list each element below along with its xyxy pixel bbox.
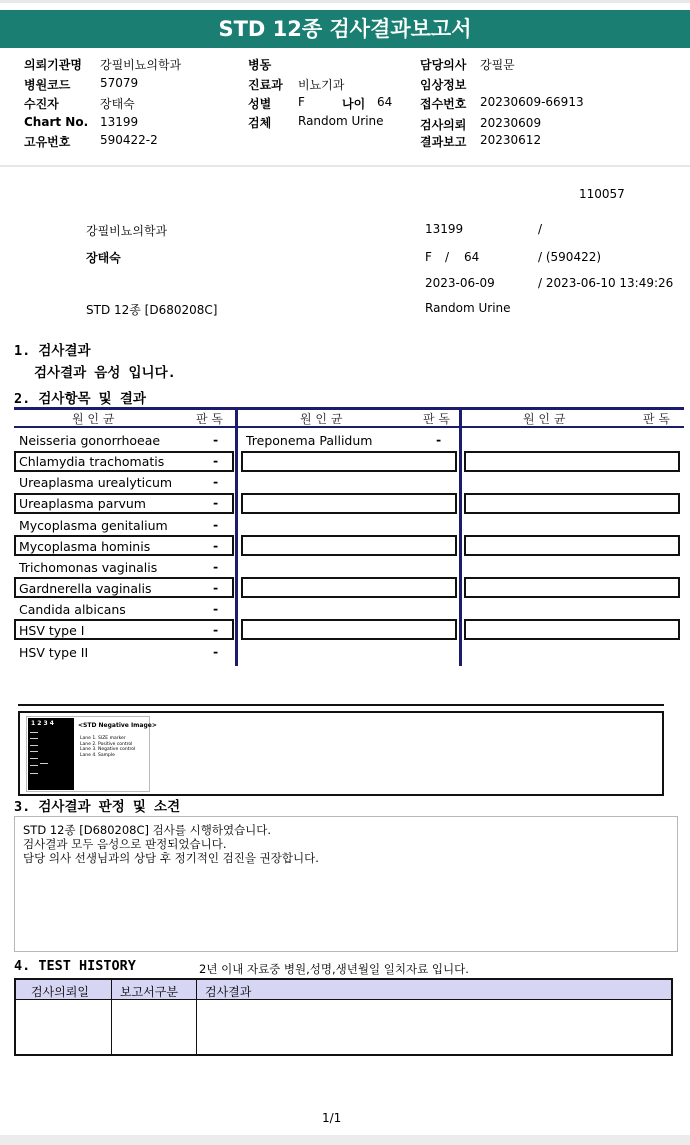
gel-band [30,765,38,766]
header-separator [0,165,690,167]
chart-no-value: 13199 [100,115,139,129]
summary-institution: 강필비뇨의학과 [86,224,168,238]
section-2-heading: 2. 검사항목 및 결과 [14,391,146,407]
age-label: 나이 [342,97,366,111]
summary-date-2: / 2023-06-10 13:49:26 [538,276,674,290]
summary-chart: 13199 [425,222,464,236]
institution-label: 의뢰기관명 [24,58,82,72]
findings-box [14,816,678,952]
col-result-3: 판 독 [643,412,670,426]
results-header-rule [14,426,684,428]
gel-band [30,732,38,733]
history-col-result: 검사결과 [205,985,252,999]
col-organism-3: 원 인 균 [523,412,566,426]
unique-no-label: 고유번호 [24,135,71,149]
organism-result: - [213,495,219,510]
finding-line: 검사결과 모두 음성으로 판정되었습니다. [23,837,227,851]
summary-specimen: Random Urine [425,301,511,315]
request-date-label: 검사의뢰 [420,118,467,132]
organism-name: Mycoplasma genitalium [19,518,168,533]
finding-line: 담당 의사 선생님과의 상담 후 정기적인 검진을 권장합니다. [23,851,319,865]
dept-label: 진료과 [248,78,283,92]
gel-legend-line: Lane 1. SIZE marker [80,736,126,741]
doctor-label: 담당의사 [420,58,467,72]
report-date-value: 20230612 [480,133,542,147]
history-col-divider [111,980,112,1054]
summary-birth: / (590422) [538,250,602,264]
row-box [241,493,457,514]
patient-label: 수진자 [24,97,59,111]
footer-band [0,1135,690,1145]
ward-label: 병동 [248,58,272,72]
row-box [241,451,457,472]
gel-band [30,758,38,759]
organism-name: Treponema Pallidum [246,433,373,448]
hospital-code-value: 57079 [100,76,139,90]
sex-label: 성별 [248,97,272,111]
page-number: 1/1 [322,1111,342,1125]
history-col-divider [196,980,197,1054]
organism-name: Ureaplasma parvum [19,496,146,511]
gel-legend-line: Lane 3. Negative control [80,747,136,752]
gel-image [26,716,157,792]
hospital-code-label: 병원코드 [24,78,71,92]
gel-band [40,763,48,764]
col-result-2: 판 독 [423,412,450,426]
col-result-1: 판 독 [196,412,223,426]
summary-age: 64 [464,250,480,264]
row-box [464,535,680,556]
gel-lanes-panel [28,718,74,790]
organism-name: Neisseria gonorrhoeae [19,433,161,448]
row-box [464,619,680,640]
specimen-value: Random Urine [298,114,384,128]
row-box [464,577,680,598]
report-date-label: 결과보고 [420,135,467,149]
gel-top-rule [18,704,664,706]
patient-value: 장태숙 [100,97,135,111]
organism-result: - [213,601,219,616]
organism-result: - [213,622,219,637]
organism-result: - [213,453,219,468]
gel-title: <STD Negative Image> [78,722,157,729]
organism-result: - [213,580,219,595]
history-header-row [16,980,671,1000]
row-box [241,535,457,556]
gel-band [30,738,38,739]
organism-result: - [213,432,219,447]
organism-result: - [213,517,219,532]
clinical-info-label: 임상정보 [420,78,467,92]
row-box [241,577,457,598]
summary-sex: F [425,250,432,264]
row-box [464,451,680,472]
section-1-result: 검사결과 음성 입니다. [34,365,176,381]
organism-name: HSV type II [19,645,89,660]
history-note: 2년 이내 자료중 병원,성명,생년월일 일치자료 입니다. [199,962,469,976]
results-divider-2 [459,407,462,666]
organism-result: - [436,432,442,447]
organism-name: Chlamydia trachomatis [19,454,165,469]
col-organism-1: 원 인 균 [72,412,115,426]
organism-name: Trichomonas vaginalis [19,560,158,575]
dept-value: 비뇨기과 [298,78,345,92]
summary-date-1: 2023-06-09 [425,276,495,290]
summary-patient: 장태숙 [86,251,121,265]
section-1-heading: 1. 검사결과 [14,343,91,359]
receipt-no-label: 접수번호 [420,97,467,111]
summary-code: 110057 [579,187,625,201]
col-organism-2: 원 인 균 [300,412,343,426]
organism-name: Gardnerella vaginalis [19,581,152,596]
gel-band [30,745,38,746]
age-value: 64 [377,95,393,109]
results-top-rule [14,407,684,410]
report-title: STD 12종 검사결과보고서 [0,10,690,48]
organism-result: - [213,474,219,489]
doctor-value: 강필문 [480,58,515,72]
gel-lane-numbers: 1 2 3 4 [31,720,54,727]
summary-slash: / [538,222,543,236]
gel-legend-line: Lane 4. Sample [80,752,115,758]
section-3-heading: 3. 검사결과 판정 및 소견 [14,799,181,815]
organism-result: - [213,644,219,659]
unique-no-value: 590422-2 [100,133,158,147]
gel-legend-line: Lane 2. Positive control [80,741,133,747]
row-box [241,619,457,640]
organism-result: - [213,538,219,553]
row-box [464,493,680,514]
summary-test: STD 12종 [D680208C] [86,303,218,317]
organism-name: Mycoplasma hominis [19,539,151,554]
history-table [14,978,673,1056]
organism-result: - [213,559,219,574]
institution-value: 강필비뇨의학과 [100,58,182,72]
history-col-request-date: 검사의뢰일 [31,985,89,999]
summary-slash-2: / [445,250,450,264]
finding-line: STD 12종 [D680208C] 검사를 시행하였습니다. [23,823,272,837]
gel-legend [80,736,135,758]
sex-value: F [298,95,305,109]
results-divider-1 [235,407,238,666]
specimen-label: 검체 [248,116,272,130]
receipt-no-value: 20230609-66913 [480,95,584,109]
gel-band [30,773,38,774]
history-col-report-type: 보고서구분 [120,985,178,999]
chart-no-label: Chart No. [24,115,89,129]
organism-name: Ureaplasma urealyticum [19,475,173,490]
request-date-value: 20230609 [480,116,542,130]
section-4-heading: 4. TEST HISTORY [14,958,136,974]
organism-name: Candida albicans [19,602,126,617]
gel-band [30,751,38,752]
organism-name: HSV type I [19,623,85,638]
top-band [0,0,690,3]
